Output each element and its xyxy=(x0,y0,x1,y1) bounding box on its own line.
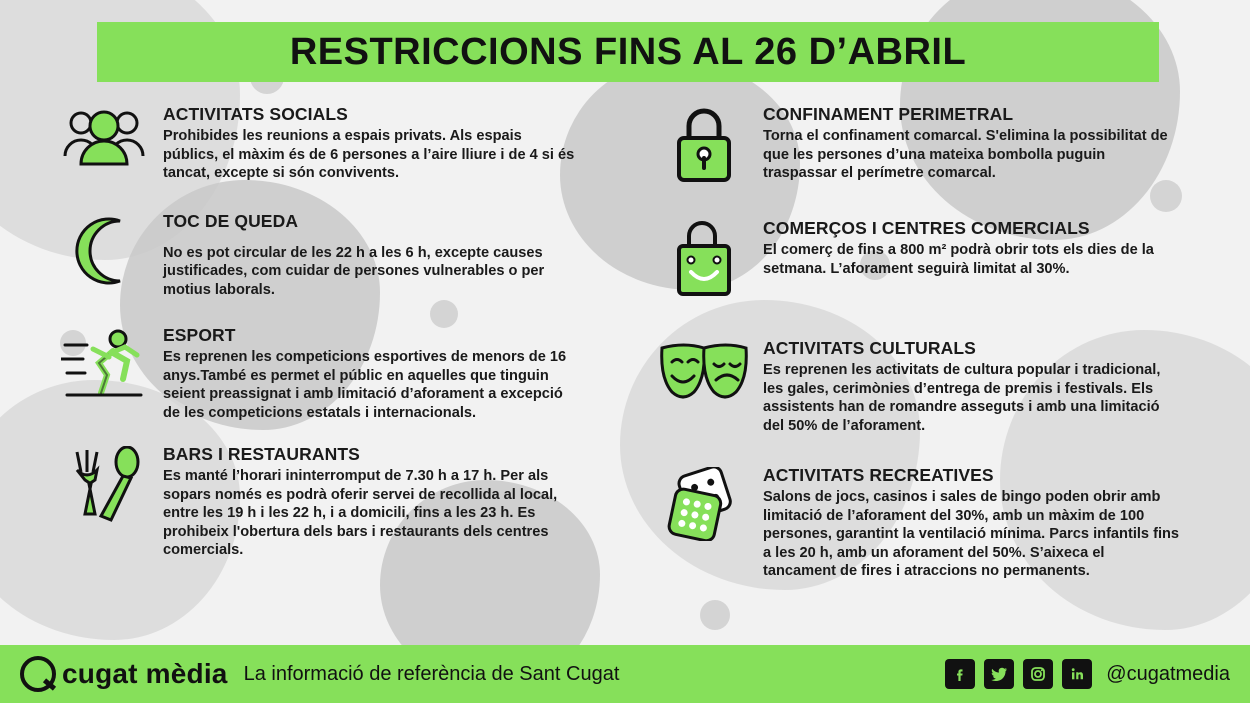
dice-icon xyxy=(645,465,763,541)
fork-spoon-icon xyxy=(45,444,163,526)
footer-tagline: La informació de referència de Sant Cugat xyxy=(243,662,620,685)
item-heading: TOC DE QUEDA xyxy=(163,210,299,231)
instagram-icon[interactable] xyxy=(1023,659,1053,689)
brand-name: cugat mèdia xyxy=(62,658,228,689)
people-group-icon xyxy=(45,104,163,168)
list-item xyxy=(45,211,580,300)
social-handle: @cugatmedia xyxy=(1106,662,1230,685)
list-item xyxy=(645,104,1180,184)
crescent-moon-icon xyxy=(45,211,163,289)
right-column xyxy=(645,104,1180,597)
runner-icon xyxy=(45,325,163,399)
item-body: Torna el confinament comarcal. S'elimina la possibilitat de que les persones d’una mateixa bombolla puguin traspassar el perímetre comarcal. xyxy=(763,128,1168,182)
item-body: Salons de jocs, casinos i sales de bingo poden obrir amb limitació de l’aforament del 30%, amb un màxim de 100 persones, garantint la ventilació mínima. Parcs infantils fins a les 20 h, amb un aforament del 50%. S’aixeca el tancament de fires i atraccions no permanents. xyxy=(763,489,1180,580)
list-item xyxy=(45,104,580,183)
item-body: Es reprenen les activitats de cultura popular i tradicional, les gales, cerimònies d’entrega de premis i festivals. Els assistents han de romandre asseguts i amb una limitació del 50% de l’aforament. xyxy=(763,362,1161,434)
footer-bar xyxy=(0,645,1250,703)
item-heading: CONFINAMENT PERIMETRAL xyxy=(763,104,1014,124)
padlock-icon xyxy=(645,104,763,184)
header-banner xyxy=(97,22,1159,82)
item-body: Es manté l’horari ininterromput de 7.30 h a 17 h. Per als sopars només es podrà oferir servei de recollida al local, entre les 19 h i les 22 h, i a domicili, fins a les 23 h. Es prohibeix l'obertura dels bars i restaurants dels centres comercials. xyxy=(163,468,558,559)
list-item xyxy=(645,338,1180,435)
linkedin-icon[interactable] xyxy=(1062,659,1092,689)
twitter-icon[interactable] xyxy=(984,659,1014,689)
social-links xyxy=(936,659,1230,689)
item-heading: ACTIVITATS CULTURALS xyxy=(763,338,976,358)
item-heading: ESPORT xyxy=(163,325,236,346)
item-heading: COMERÇOS I CENTRES COMERCIALS xyxy=(763,218,1090,238)
item-body: El comerç de fins a 800 m² podrà obrir tots els dies de la setmana. L’aforament seguirà limitat al 30%. xyxy=(763,242,1154,277)
shopping-bag-icon xyxy=(645,218,763,300)
item-heading: BARS I RESTAURANTS xyxy=(163,444,360,465)
item-body: Es reprenen les competicions esportives de menors de 16 anys.També es permet el públic en aquelles que tinguin seient preassignat i amb limitació d’aforament a excepció de les competicions estatals i internacionals. xyxy=(163,349,567,421)
theater-masks-icon xyxy=(645,338,763,402)
left-column xyxy=(45,104,580,576)
list-item xyxy=(645,218,1180,300)
item-body: Prohibides les reunions a espais privats. Als espais públics, el màxim és de 6 persones a l’aire lliure i de 4 si és tancat, excepte si són convivents. xyxy=(163,128,575,182)
list-item xyxy=(645,465,1180,581)
item-heading: ACTIVITATS SOCIALS xyxy=(163,104,348,124)
item-body: No es pot circular de les 22 h a les 6 h, excepte causes justificades, com cuidar de persones vulnerables o per motius laborals. xyxy=(163,244,545,298)
cugat-media-logo xyxy=(20,656,228,692)
page-title: RESTRICCIONS FINS AL 26 D’ABRIL xyxy=(289,30,967,73)
item-heading: ACTIVITATS RECREATIVES xyxy=(763,465,994,486)
list-item xyxy=(45,444,580,560)
list-item xyxy=(45,325,580,422)
logo-mark-icon xyxy=(20,656,56,692)
facebook-icon[interactable] xyxy=(945,659,975,689)
